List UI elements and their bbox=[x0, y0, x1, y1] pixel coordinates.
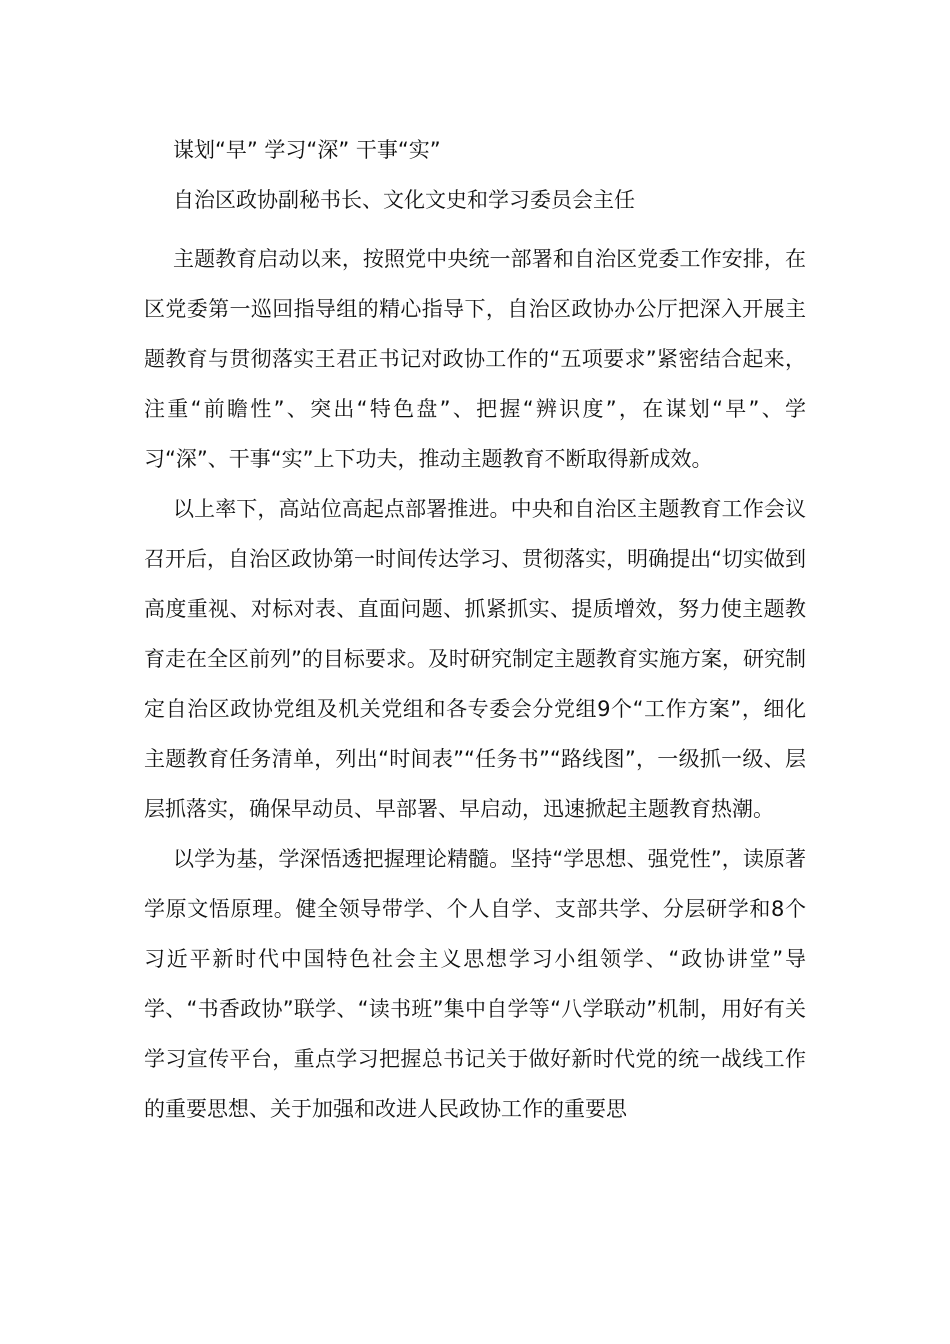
document-subtitle: 自治区政协副秘书长、文化文史和学习委员会主任 bbox=[173, 188, 635, 212]
paragraph-intro: 主题教育启动以来，按照党中央统一部署和自治区党委工作安排，在区党委第一巡回指导组的精心指导下，自治区政协办公厅把深入开展主题教育与贯彻落实王君正书记对政协工作的“五项要求”紧密结合起来，注重“前瞻性”、突出“特色盘”、把握“辨识度”，在谋划“早”、学习“深”、干事“实”上下功夫，推动主题教育不断取得新成效。 bbox=[144, 247, 806, 471]
paragraph-study: 以学为基，学深悟透把握理论精髓。坚持“学思想、强党性”，读原著学原文悟原理。健全领导带学、个人自学、支部共学、分层研学和8个习近平新时代中国特色社会主义思想学习小组领学、“政协讲堂”导学、“书香政协”联学、“读书班”集中自学等“八学联动”机制，用好有关学习宣传平台，重点学习把握总书记关于做好新时代党的统一战线工作的重要思想、关于加强和改进人民政协工作的重要思 bbox=[144, 847, 806, 1121]
paragraph-leadership: 以上率下，高站位高起点部署推进。中央和自治区主题教育工作会议召开后，自治区政协第一时间传达学习、贯彻落实，明确提出“切实做到高度重视、对标对表、直面问题、抓紧抓实、提质增效，努力使主题教育走在全区前列”的目标要求。及时研究制定主题教育实施方案，研究制定自治区政协党组及机关党组和各专委会分党组9个“工作方案”，细化主题教育任务清单，列出“时间表”“任务书”“路线图”，一级抓一级、层层抓落实，确保早动员、早部署、早启动，迅速掀起主题教育热潮。 bbox=[144, 497, 806, 821]
document-body bbox=[144, 234, 806, 1134]
document-title: 谋划“早” 学习“深” 干事“实” bbox=[173, 138, 441, 162]
